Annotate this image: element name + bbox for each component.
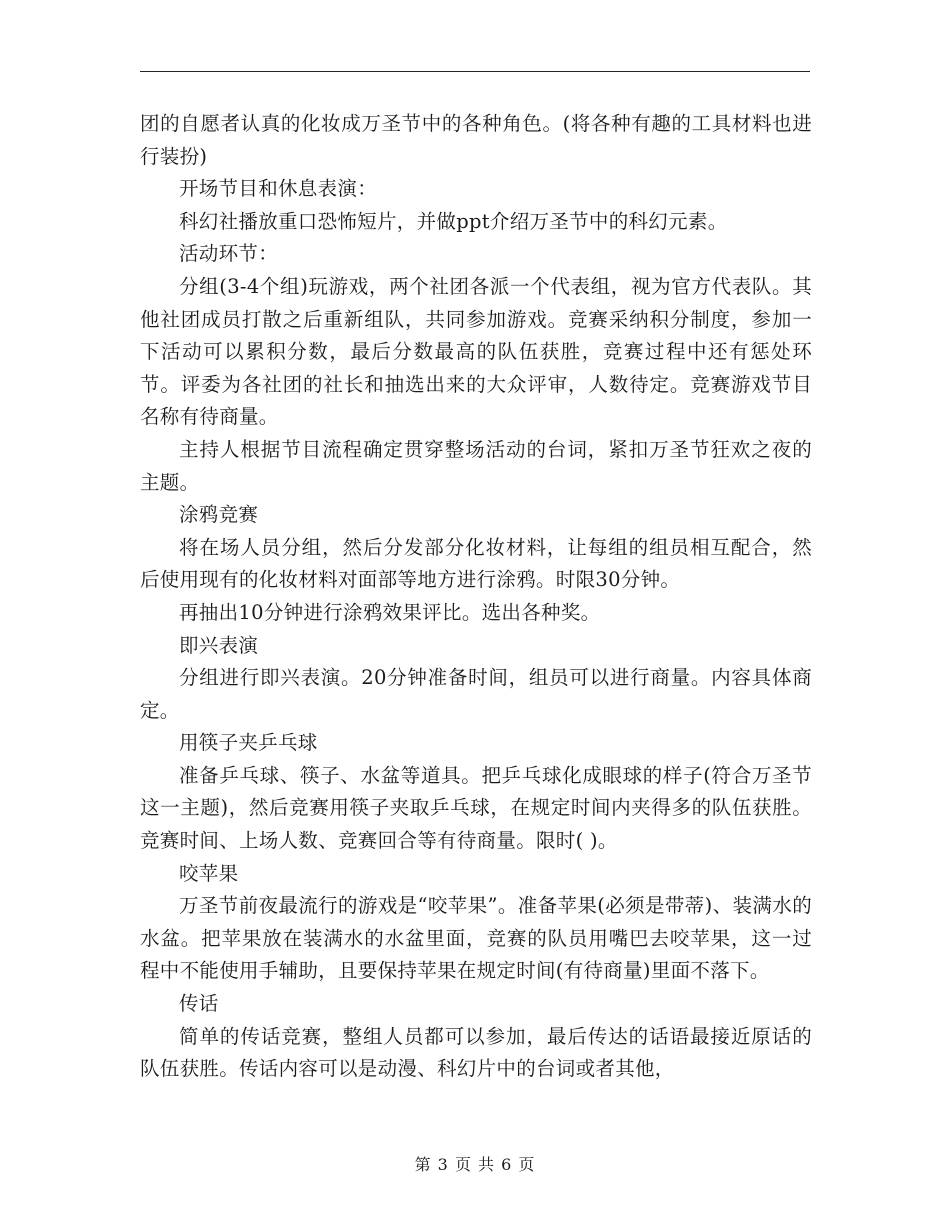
document-body — [140, 108, 812, 1086]
paragraph: 分组进行即兴表演。20分钟准备时间，组员可以进行商量。内容具体商定。 — [140, 666, 812, 722]
section-heading: 即兴表演 — [179, 633, 259, 657]
paragraph: 开场节目和休息表演： — [179, 177, 378, 201]
paragraph: 分组(3-4个组)玩游戏，两个社团各派一个代表组，视为官方代表队。其他社团成员打散之后重新组队，共同参加游戏。竞赛采纳积分制度，参加一下活动可以累积分数，最后分数最高的队伍获胜，竞赛过程中还有惩处环节。评委为各社团的社长和抽选出来的大众评审，人数待定。竞赛游戏节目名称有待商量。 — [140, 274, 812, 429]
header-rule — [140, 71, 810, 72]
paragraph: 科幻社播放重口恐怖短片，并做ppt介绍万圣节中的科幻元素。 — [179, 209, 728, 233]
paragraph: 万圣节前夜最流行的游戏是“咬苹果”。准备苹果(必须是带蒂)、装满水的水盆。把苹果放在装满水的水盆里面，竞赛的队员用嘴巴去咬苹果，这一过程中不能使用手辅助，且要保持苹果在规定时间(有待商量)里面不落下。 — [140, 894, 812, 983]
paragraph: 简单的传话竞赛，整组人员都可以参加，最后传达的话语最接近原话的队伍获胜。传话内容可以是动漫、科幻片中的台词或者其他， — [140, 1024, 812, 1081]
paragraph: 再抽出10分钟进行涂鸦效果评比。选出各种奖。 — [179, 600, 601, 624]
paragraph: 活动环节： — [179, 242, 279, 266]
paragraph: 主持人根据节目流程确定贯穿整场活动的台词，紧扣万圣节狂欢之夜的主题。 — [140, 437, 812, 494]
paragraph: 准备乒乓球、筷子、水盆等道具。把乒乓球化成眼球的样子(符合万圣节这一主题)，然后竞赛用筷子夹取乒乓球，在规定时间内夹得多的队伍获胜。竞赛时间、上场人数、竞赛回合等有待商量。限时( )。 — [140, 763, 812, 853]
section-heading: 涂鸦竞赛 — [179, 503, 259, 527]
section-heading: 传话 — [179, 992, 219, 1016]
paragraph: 将在场人员分组，然后分发部分化妆材料，让每组的组员相互配合，然后使用现有的化妆材料对面部等地方进行涂鸦。时限30分钟。 — [140, 535, 812, 592]
section-heading: 用筷子夹乒乓球 — [179, 731, 318, 755]
section-heading: 咬苹果 — [179, 861, 239, 885]
paragraph: 团的自愿者认真的化妆成万圣节中的各种角色。(将各种有趣的工具材料也进行装扮) — [140, 112, 812, 168]
page-number-footer: 第 3 页 共 6 页 — [414, 1155, 536, 1174]
